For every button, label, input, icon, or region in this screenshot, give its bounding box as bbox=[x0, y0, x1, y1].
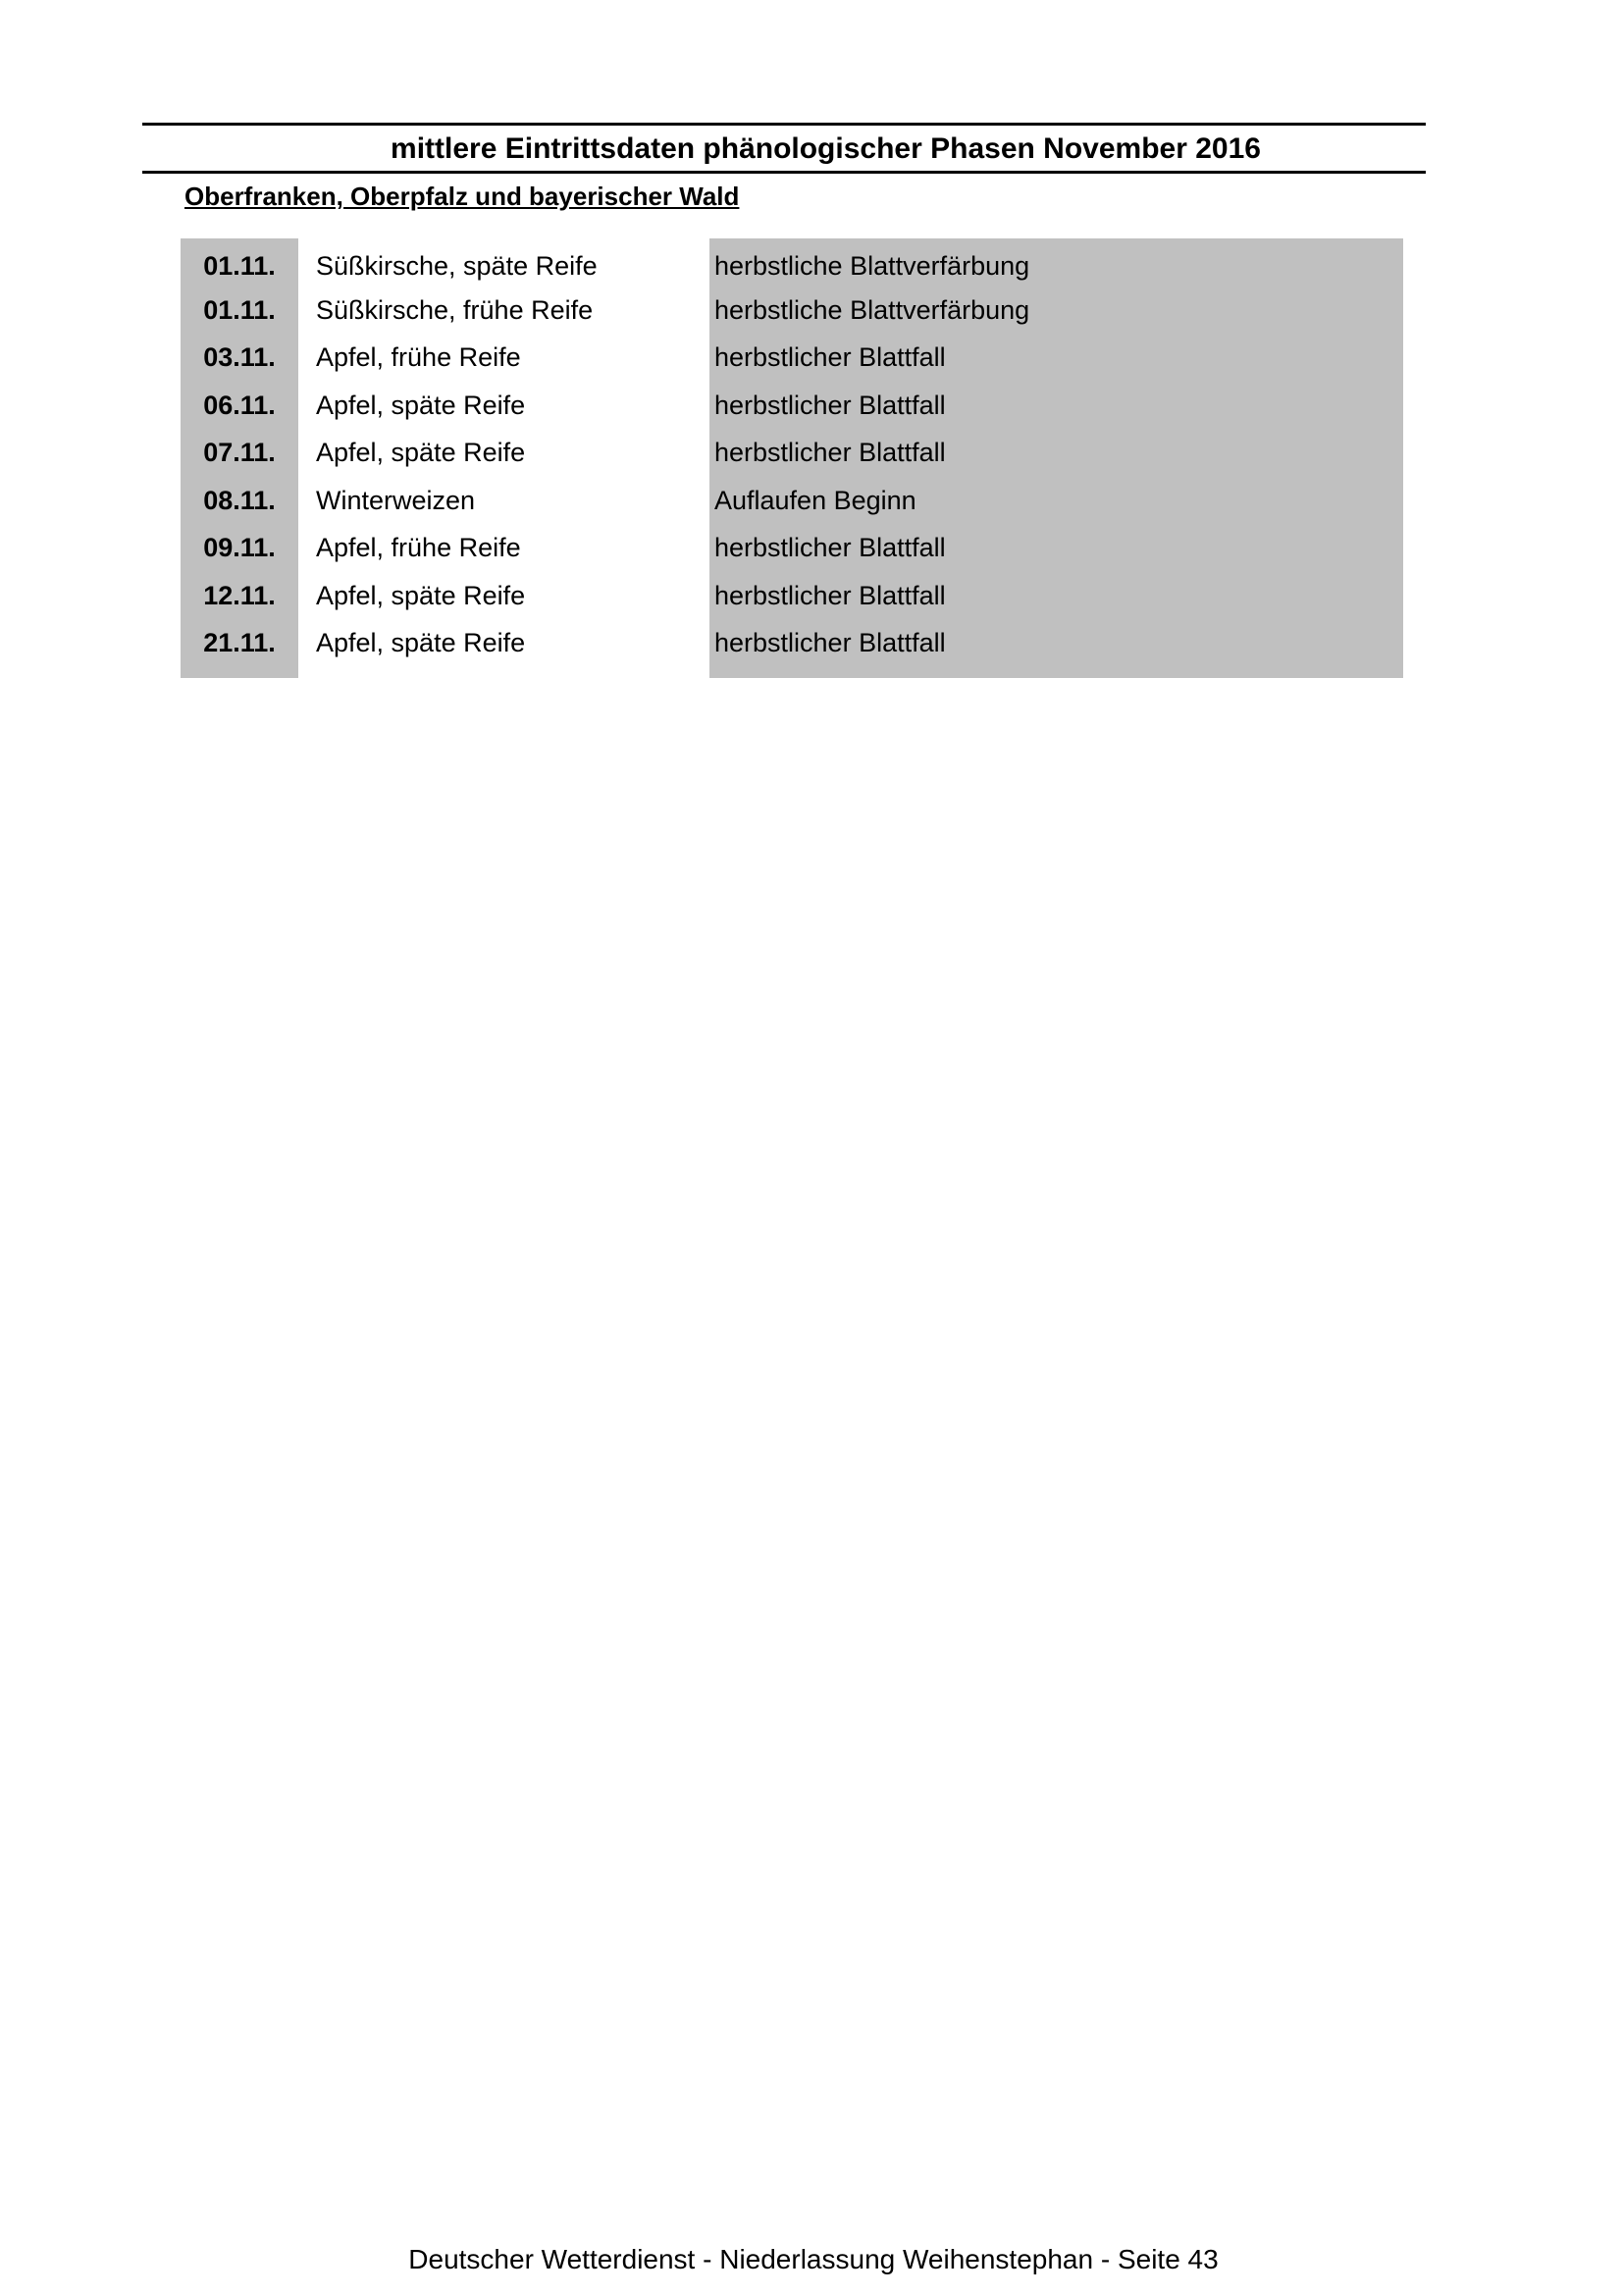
title-block bbox=[142, 123, 1426, 174]
table-row bbox=[181, 572, 1403, 620]
plant-cell: Apfel, späte Reife bbox=[316, 438, 526, 467]
phase-cell: Auflaufen Beginn bbox=[709, 477, 1403, 525]
phenology-table bbox=[181, 238, 1403, 667]
date-cell: 03.11. bbox=[181, 334, 298, 382]
table-row bbox=[181, 619, 1403, 667]
date-cell: 12.11. bbox=[181, 572, 298, 620]
phase-cell: herbstlicher Blattfall bbox=[709, 382, 1403, 430]
plant-cell: Apfel, späte Reife bbox=[316, 390, 526, 420]
phase-cell: herbstlicher Blattfall bbox=[709, 572, 1403, 620]
date-cell: 21.11. bbox=[181, 619, 298, 678]
date-cell: 01.11. bbox=[181, 287, 298, 335]
plant-cell: Apfel, späte Reife bbox=[316, 628, 526, 657]
plant-cell: Süßkirsche, frühe Reife bbox=[316, 294, 594, 325]
date-cell: 06.11. bbox=[181, 382, 298, 430]
table-row bbox=[181, 429, 1403, 477]
phase-cell: herbstlicher Blattfall bbox=[709, 334, 1403, 382]
phase-cell: herbstliche Blattverfärbung bbox=[709, 238, 1403, 287]
plant-cell: Apfel, frühe Reife bbox=[316, 342, 521, 372]
date-cell: 09.11. bbox=[181, 524, 298, 572]
phase-cell: herbstlicher Blattfall bbox=[709, 619, 1403, 678]
table-row bbox=[181, 477, 1403, 525]
phase-cell: herbstliche Blattverfärbung bbox=[709, 287, 1403, 335]
date-cell: 01.11. bbox=[181, 238, 298, 287]
phase-cell: herbstlicher Blattfall bbox=[709, 429, 1403, 477]
table-row bbox=[181, 238, 1403, 287]
table-row bbox=[181, 334, 1403, 382]
region-heading: Oberfranken, Oberpfalz und bayerischer Wald bbox=[184, 182, 740, 211]
phase-cell: herbstlicher Blattfall bbox=[709, 524, 1403, 572]
date-cell: 08.11. bbox=[181, 477, 298, 525]
page-footer: Deutscher Wetterdienst - Niederlassung Weihenstephan - Seite 43 bbox=[408, 2244, 1219, 2274]
table-row bbox=[181, 287, 1403, 335]
table-row bbox=[181, 524, 1403, 572]
plant-cell: Apfel, späte Reife bbox=[316, 580, 526, 610]
document-title: mittlere Eintrittsdaten phänologischer Phasen November 2016 bbox=[391, 132, 1261, 165]
table-row bbox=[181, 382, 1403, 430]
plant-cell: Winterweizen bbox=[316, 485, 476, 515]
plant-cell: Süßkirsche, späte Reife bbox=[316, 251, 598, 281]
date-cell: 07.11. bbox=[181, 429, 298, 477]
plant-cell: Apfel, frühe Reife bbox=[316, 533, 521, 562]
